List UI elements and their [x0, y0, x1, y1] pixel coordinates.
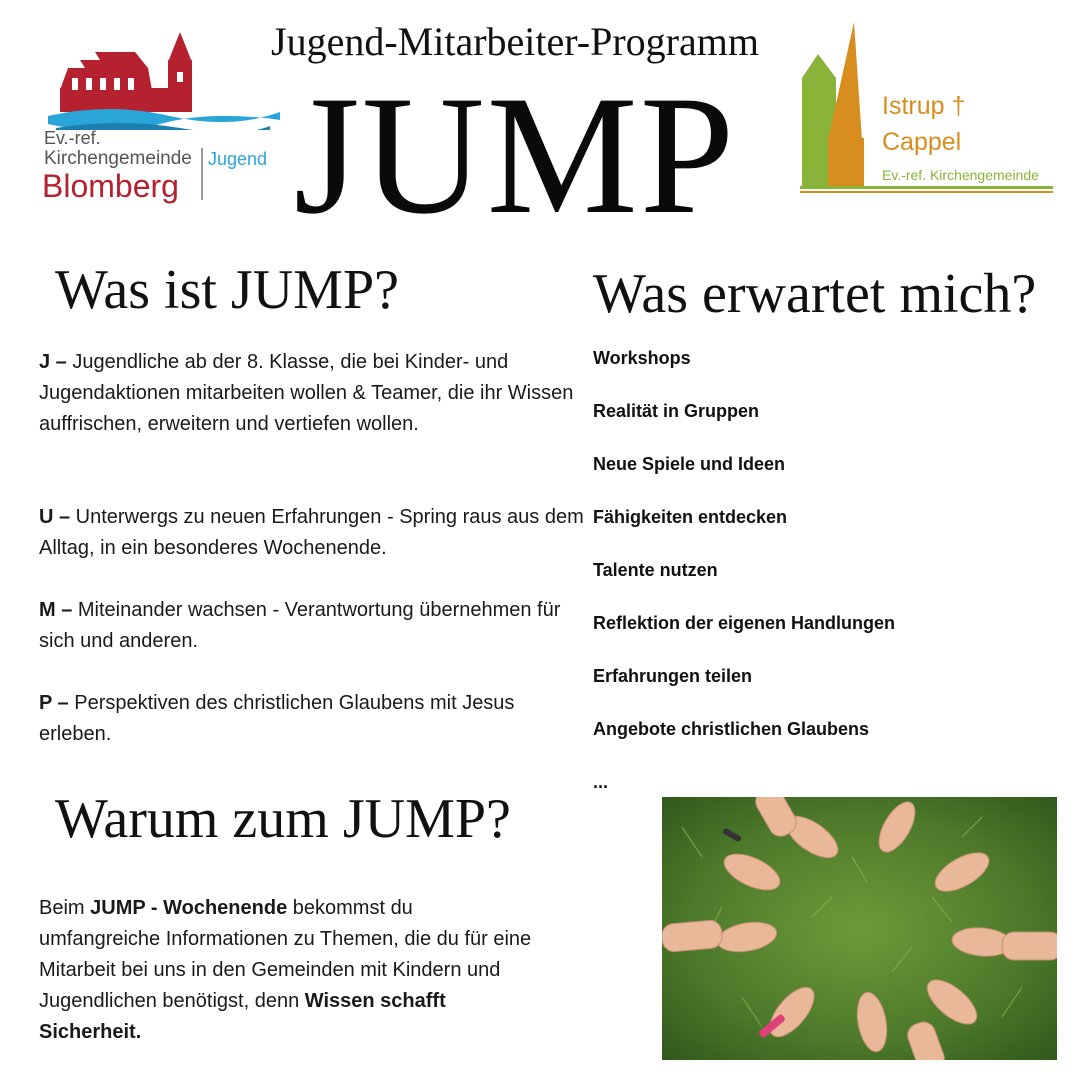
section-title-was-ist-jump: Was ist JUMP? [55, 259, 399, 321]
list-item: Erfahrungen teilen [593, 666, 753, 686]
list-item: Realität in Gruppen [593, 401, 760, 421]
jump-item-p [39, 688, 584, 750]
list-item: Reflektion der eigenen Handlungen [593, 613, 896, 633]
hero-title: JUMP [293, 61, 737, 249]
header-subtitle: Jugend-Mitarbeiter-Programm [271, 19, 759, 64]
logo-blomberg [40, 30, 280, 210]
jump-item-letter: U – [39, 506, 71, 528]
jump-item-j [39, 347, 584, 440]
section-title-warum-zum-jump: Warum zum JUMP? [55, 788, 511, 850]
jump-item-text: Perspektiven des christlichen Glaubens mit Jesus erleben. [39, 692, 515, 745]
list-item: Fähigkeiten entdecken [593, 507, 788, 527]
jump-item-letter: J – [39, 351, 67, 373]
list-item: Angebote christlichen Glaubens [593, 719, 870, 739]
logo-blomberg-line1: Ev.-ref. [44, 128, 101, 148]
logo-istrup-underline-2 [800, 191, 1053, 193]
jump-item-m [39, 595, 584, 657]
logo-istrup-cappel [800, 22, 1055, 197]
jump-item-letter: M – [39, 599, 73, 621]
logo-blomberg-line2: Kirchengemeinde [44, 148, 192, 169]
hands-on-grass-image [662, 797, 1057, 1060]
jump-item-text: Jugendliche ab der 8. Klasse, die bei Kinder- und Jugendaktionen mitarbeiten wollen & Teamer, die ihr Wissen auffrischen, erweitern und vertiefen wollen. [39, 351, 574, 435]
jump-item-letter: P – [39, 692, 69, 714]
warum-bold-2: Wissen schafft Sicherheit. [39, 990, 446, 1043]
church-istrup-icon [800, 22, 880, 190]
list-item: Workshops [593, 348, 691, 368]
church-blomberg-icon [40, 30, 280, 130]
logo-blomberg-line4: Jugend [208, 149, 268, 169]
warum-text-2: bekommst du umfangreiche Informationen zu Themen, die du für eine Mitarbeit bei uns in den Gemeinden mit Kindern und Jugendlichen benötigst, denn [39, 897, 532, 1012]
warum-bold-1: JUMP - Wochenende [90, 897, 288, 919]
hands-circle-photo [662, 797, 1057, 1060]
list-item: Talente nutzen [593, 560, 718, 580]
expectation-list [593, 340, 1063, 817]
logo-istrup-line1: Istrup † [882, 92, 966, 120]
logo-blomberg-separator [201, 148, 203, 200]
logo-blomberg-line3: Blomberg [42, 168, 179, 204]
list-item: Neue Spiele und Ideen [593, 454, 786, 474]
warum-paragraph [39, 893, 539, 1048]
logo-istrup-line2: Cappel [882, 128, 962, 156]
warum-text-1: Beim [39, 897, 91, 919]
list-item: ... [593, 772, 609, 792]
jump-item-u [39, 502, 584, 564]
logo-istrup-line3: Ev.-ref. Kirchengemeinde [882, 167, 1039, 183]
section-title-was-erwartet-mich: Was erwartet mich? [593, 263, 1037, 325]
logo-istrup-underline [800, 186, 1053, 189]
jump-item-text: Miteinander wachsen - Verantwortung übernehmen für sich und anderen. [39, 599, 561, 652]
jump-item-text: Unterwergs zu neuen Erfahrungen - Spring raus aus dem Alltag, in ein besonderes Wochenende. [39, 506, 584, 559]
